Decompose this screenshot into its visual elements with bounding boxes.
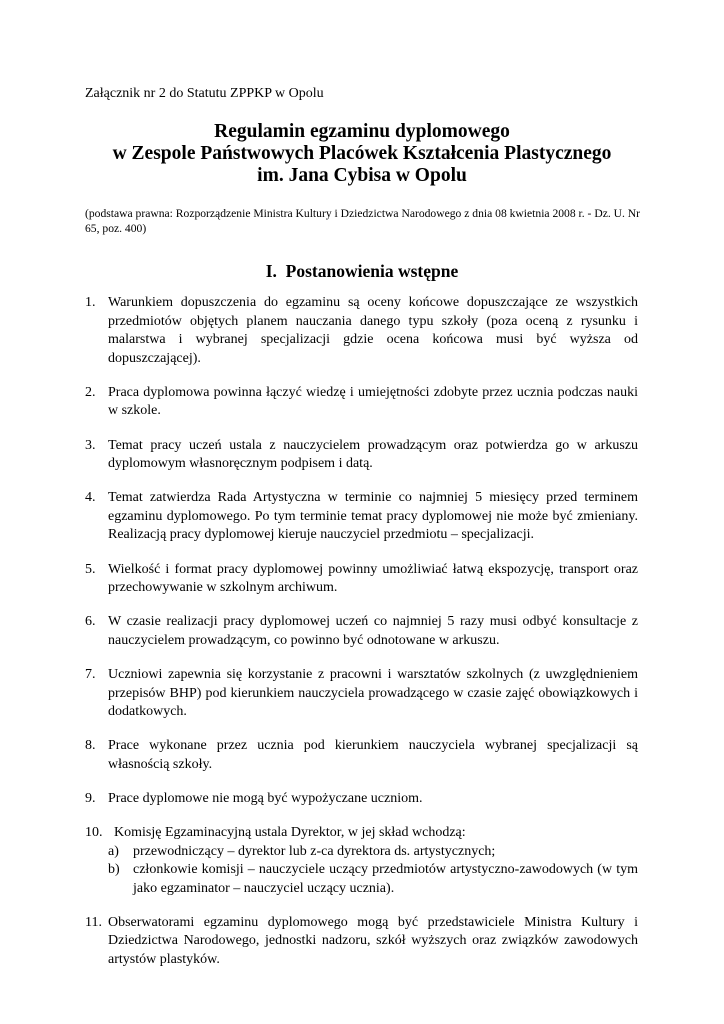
list-item: [85, 489, 638, 545]
list-item: [85, 737, 638, 774]
item-number: 4.: [85, 490, 96, 506]
item-text: Warunkiem dopuszczenia do egzaminu są oceny końcowe dopuszczające ze wszystkich przedmiotów objętych planem nauczania danego typu szkoły (poza oceną z rysunku i malarstwa i wybranej specjalizacji gdzie ocena końcowa musi być wyższa od dopuszczającej).: [108, 295, 638, 366]
item-text: Prace wykonane przez ucznia pod kierunkiem nauczyciela wybranej specjalizacji są własnością szkoły.: [108, 738, 638, 772]
list-item: [85, 790, 638, 809]
item-number: 1.: [85, 295, 96, 310]
document-title: [60, 121, 664, 187]
item-text: Temat pracy uczeń ustala z nauczycielem prowadzącym oraz potwierdza go w arkuszu dyplomowym własnoręcznym podpisem i datą.: [108, 437, 638, 472]
list-item: [85, 613, 638, 650]
item-text: Komisję Egzaminacyjną ustala Dyrektor, w jej skład wchodzą:: [114, 824, 466, 840]
title-line-2: w Zespole Państwowych Placówek Kształcenia Plastycznego: [112, 143, 612, 164]
item-text: Prace dyplomowe nie mogą być wypożyczane uczniom.: [108, 790, 423, 806]
list-item: [85, 666, 638, 722]
section-title: Postanowienia wstępne: [285, 261, 459, 281]
list-item: [85, 294, 638, 368]
list-item: [85, 914, 638, 970]
title-line-3: im. Jana Cybisa w Opolu: [257, 165, 467, 186]
item-text: Uczniowi zapewnia się korzystanie z pracowni i warsztatów szkolnych (z uwzględnieniem przepisów BHP) pod kierunkiem nauczyciela prowadzącego w czasie zajęć obowiązkowych i dodatkowych.: [108, 666, 638, 720]
item-number: 3.: [85, 437, 96, 453]
item-number: 8.: [85, 738, 96, 754]
sub-item-text: przewodniczący – dyrektor lub z-ca dyrektora ds. artystycznych;: [133, 843, 496, 859]
attachment-note: Załącznik nr 2 do Statutu ZPPKP w Opolu: [85, 86, 324, 101]
sub-item-text: członkowie komisji – nauczyciele uczący przedmiotów artystyczno-zawodowych (w tym jako egzaminator – nauczyciel uczący ucznia).: [133, 862, 638, 896]
item-number: 6.: [85, 614, 96, 630]
item-text: Obserwatorami egzaminu dyplomowego mogą być przedstawiciele Ministra Kultury i Dziedzictwa Narodowego, jednostki nadzoru, szkół wyższych oraz związków zawodowych artystów plastyków.: [108, 914, 638, 968]
item-number: 10.: [85, 824, 103, 840]
sub-item: [108, 861, 638, 898]
list-item: [85, 561, 638, 598]
section-heading: [0, 261, 724, 282]
item-text: Praca dyplomowa powinna łączyć wiedzę i umiejętności zdobyte przez ucznia podczas nauki w szkole.: [108, 384, 638, 419]
sub-item-letter: a): [108, 843, 119, 859]
item-number: 5.: [85, 561, 96, 577]
item-number: 2.: [85, 384, 96, 400]
item-number: 11.: [85, 914, 102, 930]
sub-item-letter: b): [108, 862, 120, 878]
provisions-list: [85, 294, 638, 985]
item-text: Wielkość i format pracy dyplomowej powinny umożliwiać łatwą ekspozycję, transport oraz przechowywanie w szkolnym archiwum.: [108, 561, 638, 596]
item-number: 7.: [85, 666, 96, 682]
list-item: [85, 437, 638, 474]
sub-item: [108, 843, 638, 862]
item-number: 9.: [85, 790, 96, 806]
list-item: [85, 384, 638, 421]
item-text: Temat zatwierdza Rada Artystyczna w terminie co najmniej 5 miesięcy przed terminem egzaminu dyplomowego. Po tym terminie temat pracy dyplomowej nie może być zmieniany. Realizacją pracy dyplomowej kieruje nauczyciel przedmiotu – specjalizacji.: [108, 490, 638, 543]
title-line-1: Regulamin egzaminu dyplomowego: [214, 121, 510, 142]
legal-basis: (podstawa prawna: Rozporządzenie Ministra Kultury i Dziedzictwa Narodowego z dnia 08 kwietnia 2008 r. - Dz. U. Nr 65, poz. 400): [85, 207, 641, 235]
section-number: I.: [265, 261, 277, 281]
list-item: [85, 824, 638, 898]
item-text: W czasie realizacji pracy dyplomowej uczeń co najmniej 5 razy musi odbyć konsultacje z nauczycielem prowadzącym, co powinno być odnotowane w arkuszu.: [108, 614, 638, 648]
